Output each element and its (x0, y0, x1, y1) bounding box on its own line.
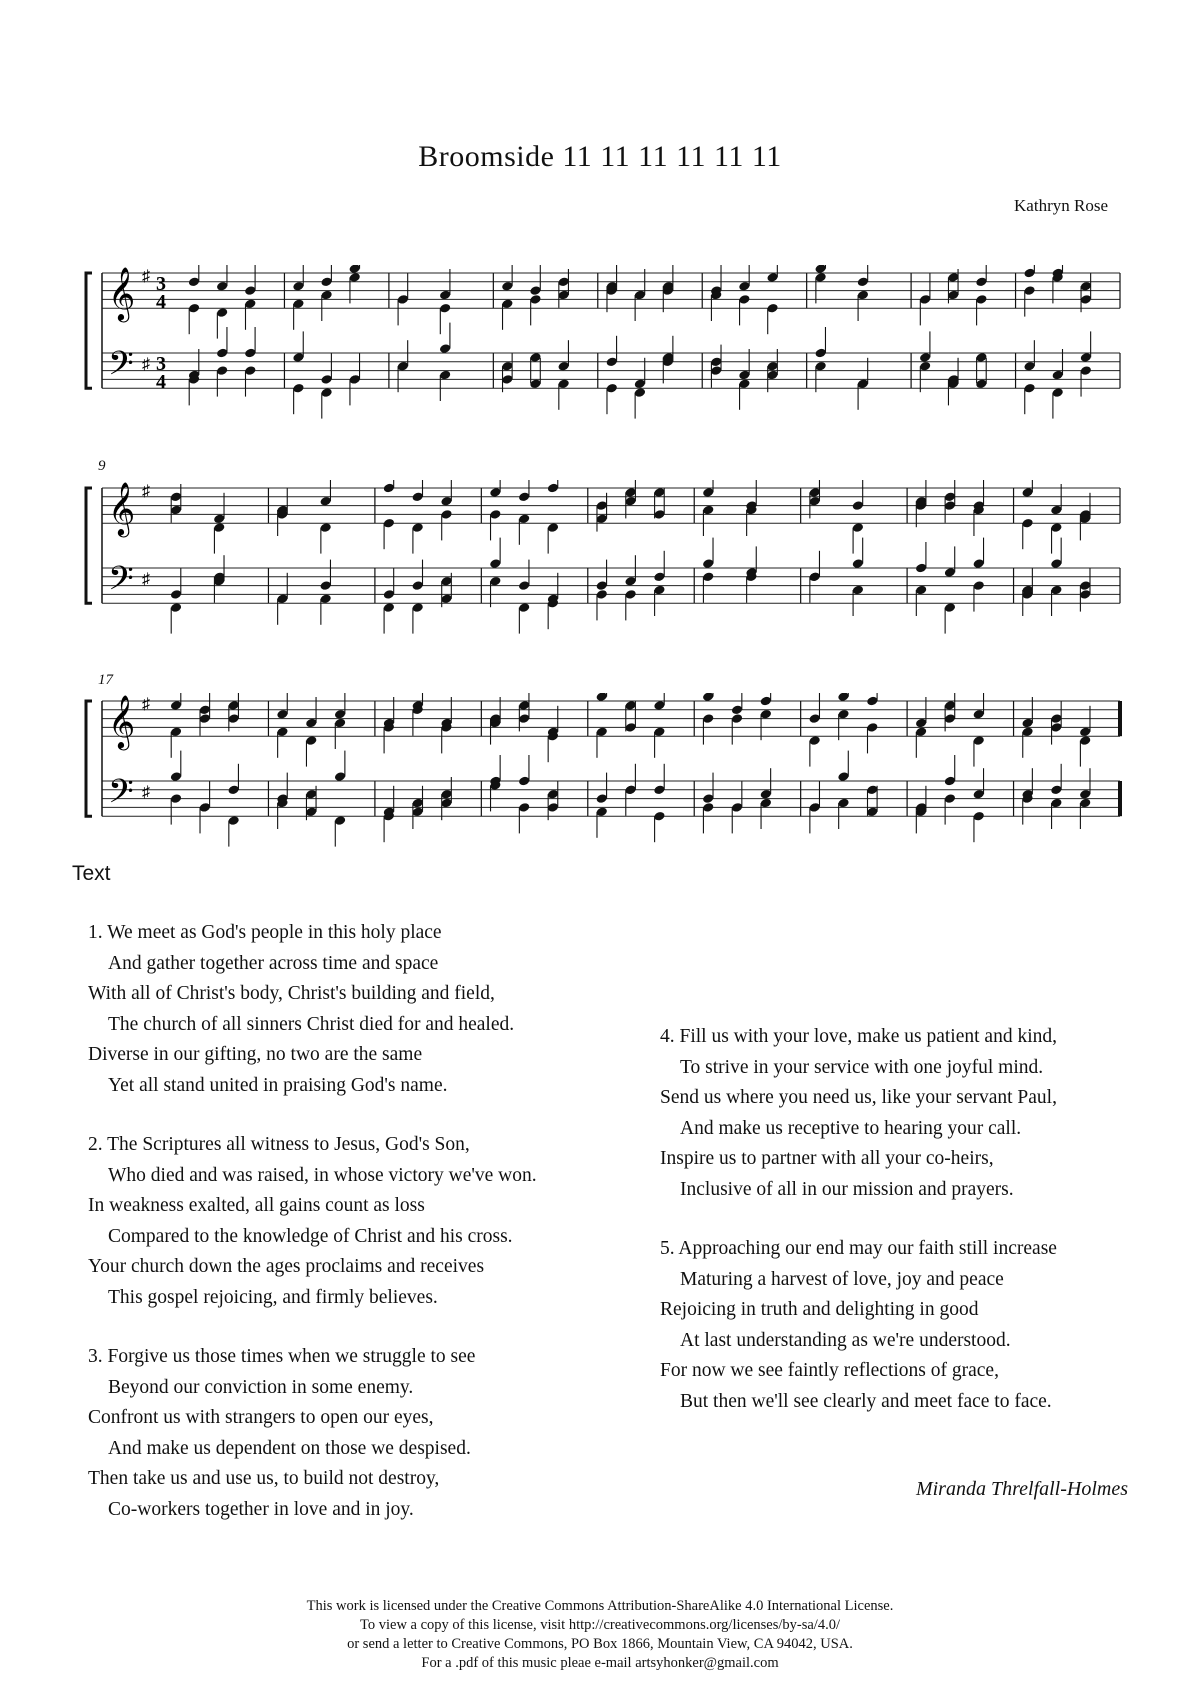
verse-line: Diverse in our gifting, no two are the same (88, 1044, 423, 1065)
music-system-2 (80, 480, 1130, 635)
verse-line: Yet all stand united in praising God's name. (108, 1074, 448, 1096)
verse-line: Inclusive of all in our mission and prayers. (680, 1178, 1014, 1200)
bass-clef: 𝄢 (108, 560, 134, 606)
verse-line: Send us where you need us, like your servant Paul, (660, 1087, 1057, 1108)
verse-line: And make us receptive to hearing your call. (680, 1117, 1022, 1139)
verse-line: Your church down the ages proclaims and receives (88, 1256, 485, 1277)
verse-line: For now we see faintly reflections of grace, (660, 1360, 999, 1381)
footer-line: This work is licensed under the Creative Commons Attribution-ShareAlike 4.0 International License. (306, 1598, 894, 1614)
text-heading: Text (72, 862, 111, 885)
key-signature-sharp: ♯ (142, 483, 150, 500)
verse-line: To strive in your service with one joyful mind. (680, 1056, 1044, 1078)
bass-clef: 𝄢 (108, 345, 134, 391)
verse-line: Who died and was raised, in whose victory we've won. (108, 1164, 537, 1186)
music-system-3 (80, 693, 1130, 848)
composer-name: Kathryn Rose (1014, 196, 1108, 215)
verse-line: In weakness exalted, all gains count as loss (88, 1195, 425, 1216)
bass-clef: 𝄢 (108, 773, 134, 819)
verse-line: 5. Approaching our end may our faith still increase (660, 1238, 1057, 1259)
verse-line: 3. Forgive us those times when we struggle to see (88, 1346, 476, 1367)
license-footer (0, 1597, 1200, 1673)
verse-4 (660, 1022, 1057, 1205)
verse-line: Beyond our conviction in some enemy. (108, 1376, 414, 1398)
measure-number-17: 17 (98, 672, 113, 688)
verse-1 (88, 918, 514, 1101)
verse-line: Maturing a harvest of love, joy and peace (680, 1268, 1004, 1290)
verse-line: Co-workers together in love and in joy. (108, 1498, 414, 1520)
verse-line: At last understanding as we're understood. (680, 1329, 1011, 1351)
verse-line: 1. We meet as God's people in this holy place (88, 922, 442, 943)
treble-clef: 𝄞 (108, 694, 136, 748)
hymn-title: Broomside 11 11 11 11 11 11 (418, 140, 782, 173)
verse-2 (88, 1130, 537, 1313)
time-signature: 3 (156, 353, 166, 375)
verse-line: This gospel rejoicing, and firmly believes. (108, 1286, 438, 1308)
verse-line: With all of Christ's body, Christ's building and field, (88, 983, 495, 1004)
verse-line: Rejoicing in truth and delighting in good (660, 1299, 979, 1320)
text-author: Miranda Threlfall-Holmes (915, 1478, 1128, 1500)
treble-clef: 𝄞 (108, 266, 136, 320)
verse-line: Confront us with strangers to open our eyes, (88, 1407, 434, 1428)
key-signature-sharp: ♯ (142, 696, 150, 713)
key-signature-sharp: ♯ (142, 784, 150, 801)
system-bracket (86, 701, 92, 816)
time-signature: 4 (156, 371, 166, 393)
system-bracket (86, 488, 92, 603)
time-signature: 3 (156, 273, 166, 295)
verse-line: 2. The Scriptures all witness to Jesus, God's Son, (88, 1134, 470, 1155)
verse-line: Compared to the knowledge of Christ and his cross. (108, 1225, 513, 1247)
key-signature-sharp: ♯ (142, 268, 150, 285)
key-signature-sharp: ♯ (142, 356, 150, 373)
verse-line: The church of all sinners Christ died for and healed. (108, 1013, 515, 1035)
key-signature-sharp: ♯ (142, 571, 150, 588)
time-signature: 4 (156, 291, 166, 313)
music-system-1 (80, 265, 1130, 420)
verse-line: Then take us and use us, to build not destroy, (88, 1468, 440, 1489)
verse-line: And gather together across time and space (108, 952, 439, 974)
verse-line: 4. Fill us with your love, make us patient and kind, (660, 1026, 1057, 1047)
footer-line: To view a copy of this license, visit http://creativecommons.org/licenses/by-sa/4.0/ (360, 1617, 840, 1633)
verse-line: Inspire us to partner with all your co-heirs, (660, 1148, 994, 1169)
verse-5 (660, 1234, 1057, 1417)
verse-line: But then we'll see clearly and meet face to face. (680, 1390, 1052, 1412)
footer-line: For a .pdf of this music pleae e-mail artsyhonker@gmail.com (421, 1655, 779, 1671)
footer-line: or send a letter to Creative Commons, PO Box 1866, Mountain View, CA 94042, USA. (347, 1636, 853, 1652)
measure-number-9: 9 (98, 458, 106, 474)
system-bracket (86, 273, 92, 388)
verse-3 (88, 1342, 475, 1525)
treble-clef: 𝄞 (108, 481, 136, 535)
verse-line: And make us dependent on those we despised. (108, 1437, 471, 1459)
